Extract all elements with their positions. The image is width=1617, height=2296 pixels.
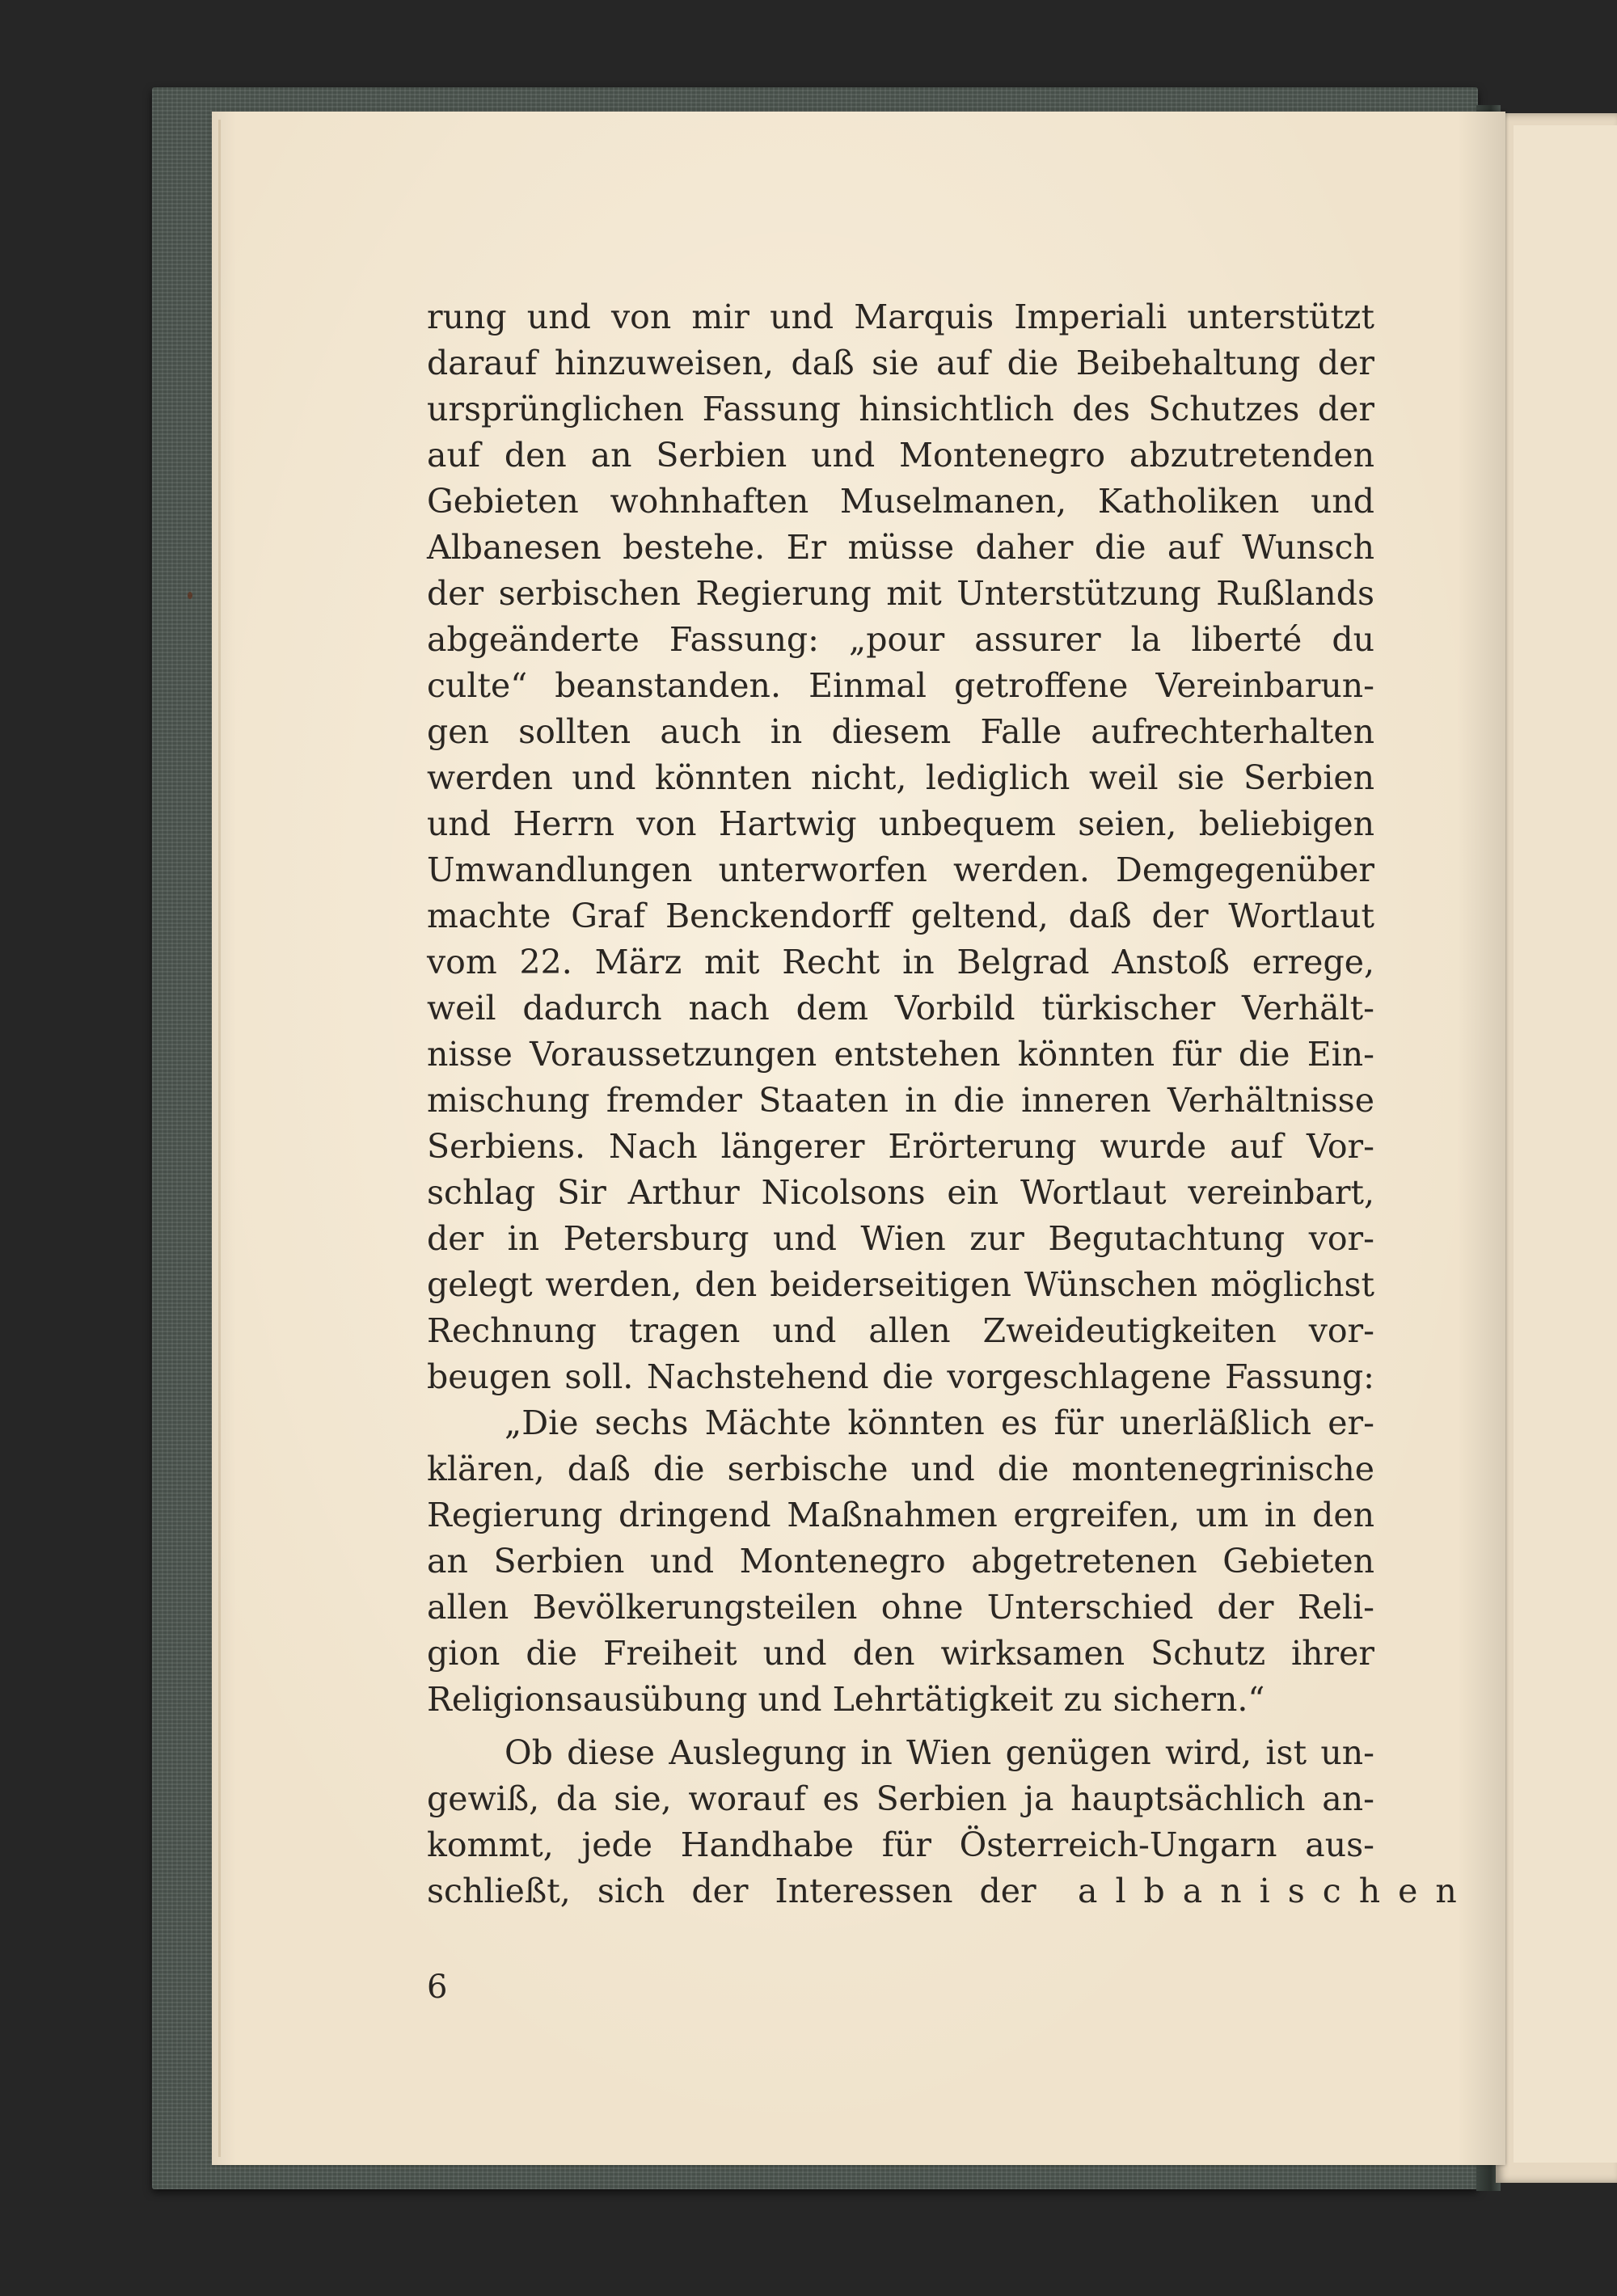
text-line: der serbischen Regierung mit Unterstützung Rußlands <box>427 574 1374 613</box>
quote-line: an Serbien und Montenegro abgetretenen Gebieten <box>427 1542 1374 1581</box>
facing-page-surface <box>1514 125 1617 2163</box>
text-line: Ob diese Auslegung in Wien genügen wird, ist un- <box>505 1733 1374 1772</box>
page-fold-shadow <box>218 120 221 2157</box>
text-line: und Herrn von Hartwig unbequem seien, beliebigen <box>427 804 1374 843</box>
text-line <box>427 1871 1036 1911</box>
text-line: Gebieten wohnhaften Muselmanen, Katholiken und <box>427 482 1374 521</box>
text-line: ursprünglichen Fassung hinsichtlich des Schutzes der <box>427 390 1374 428</box>
text-line: gen sollten auch in diesem Falle aufrechterhalten <box>427 712 1374 751</box>
quote-line: Religionsausübung und Lehrtätigkeit zu sichern.“ <box>427 1680 1265 1719</box>
text-line: weil dadurch nach dem Vorbild türkischer Verhält- <box>427 989 1374 1028</box>
text-line: kommt, jede Handhabe für Österreich-Ungarn aus- <box>427 1825 1374 1864</box>
text-line-start: schließt, sich der Interessen der <box>427 1872 1036 1910</box>
text-line: abgeänderte Fassung: „pour assurer la liberté du <box>427 620 1374 659</box>
text-line: werden und könnten nicht, lediglich weil sie Serbien <box>427 758 1374 797</box>
quote-line: allen Bevölkerungsteilen ohne Unterschied der Reli- <box>427 1588 1374 1627</box>
text-line: vom 22. März mit Recht in Belgrad Anstoß errege, <box>427 943 1374 981</box>
text-line: gelegt werden, den beiderseitigen Wünschen möglichst <box>427 1265 1374 1304</box>
text-line: culte“ beanstanden. Einmal getroffene Vereinbarun- <box>427 666 1374 705</box>
text-line: Serbiens. Nach längerer Erörterung wurde auf Vor- <box>427 1127 1374 1166</box>
text-line: nisse Voraussetzungen entstehen könnten für die Ein- <box>427 1035 1374 1074</box>
text-line: auf den an Serbien und Montenegro abzutretenden <box>427 436 1374 475</box>
text-line: rung und von mir und Marquis Imperiali unterstützt <box>427 298 1374 336</box>
quote-line: Regierung dringend Maßnahmen ergreifen, um in den <box>427 1496 1374 1534</box>
text-line: Umwandlungen unterworfen werden. Demgegenüber <box>427 850 1374 889</box>
page-number: 6 <box>427 1969 448 2006</box>
text-line: mischung fremder Staaten in die inneren Verhältnisse <box>427 1081 1374 1120</box>
spaced-emphasis-word: albanischen <box>1078 1872 1475 1910</box>
text-line: gewiß, da sie, worauf es Serbien ja hauptsächlich an- <box>427 1779 1374 1818</box>
text-line: der in Petersburg und Wien zur Begutachtung vor- <box>427 1219 1374 1258</box>
text-line: Albanesen bestehe. Er müsse daher die auf Wunsch <box>427 528 1374 567</box>
text-line: machte Graf Benckendorff geltend, daß der Wortlaut <box>427 897 1374 935</box>
ink-spot <box>188 592 192 599</box>
quote-line: klären, daß die serbische und die montenegrinische <box>427 1450 1374 1488</box>
text-line: Rechnung tragen und allen Zweideutigkeiten vor- <box>427 1311 1374 1350</box>
quote-line: gion die Freiheit und den wirksamen Schutz ihrer <box>427 1634 1374 1673</box>
text-line: schlag Sir Arthur Nicolsons ein Wortlaut vereinbart, <box>427 1173 1374 1212</box>
text-line: beugen soll. Nachstehend die vorgeschlagene Fassung: <box>427 1357 1374 1396</box>
text-line: darauf hinzuweisen, daß sie auf die Beibehaltung der <box>427 344 1374 382</box>
quote-line: „Die sechs Mächte könnten es für unerläßlich er- <box>505 1403 1374 1442</box>
